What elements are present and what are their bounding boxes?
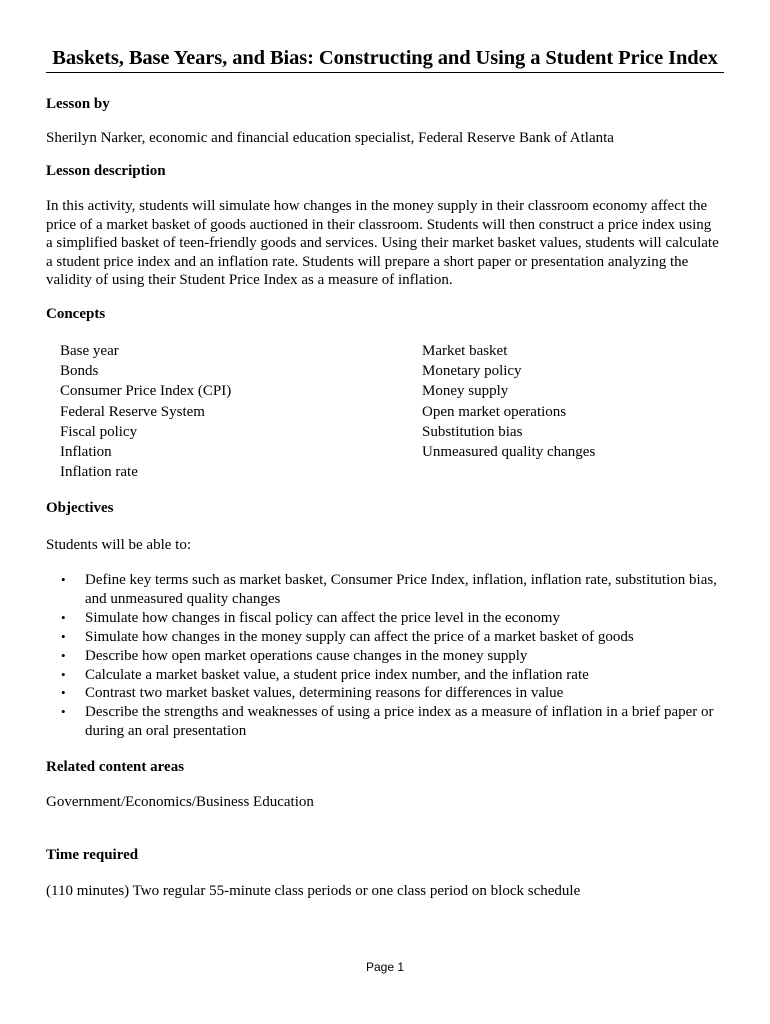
objective-item: • Simulate how changes in fiscal policy can affect the price level in the economy: [61, 609, 560, 626]
concept-item: Money supply: [422, 383, 509, 400]
page-number: Page 1: [365, 960, 405, 974]
bullet-icon: •: [61, 647, 66, 663]
lesson-description-line: price of a market basket of goods auctioned in their classroom. Students will then construct a price index using: [46, 216, 712, 233]
concept-item: Monetary policy: [422, 363, 522, 380]
concept-item: Substitution bias: [422, 423, 523, 440]
concept-item: Fiscal policy: [60, 423, 138, 440]
time-required-text: (110 minutes) Two regular 55-minute class periods or one class period on block schedule: [46, 883, 581, 899]
bullet-icon: •: [61, 685, 66, 701]
lesson-description-line: a simplified basket of teen-friendly goods and services. Using their market basket values, students will calculate: [46, 235, 719, 252]
objective-item: • Describe the strengths and weaknesses of using a price index as a measure of inflation in a brief paper or during an oral presentation: [61, 704, 714, 740]
concept-item: Market basket: [422, 343, 508, 359]
bullet-icon: •: [61, 666, 66, 682]
objectives-list: [46, 571, 736, 741]
concepts-heading: Concepts: [46, 306, 106, 322]
related-content-areas-heading: Related content areas: [46, 759, 185, 775]
lesson-by-heading: Lesson by: [46, 96, 110, 112]
objectives-intro: Students will be able to:: [46, 537, 191, 553]
concept-item: Inflation: [60, 444, 112, 461]
bullet-icon: •: [61, 609, 66, 625]
objective-item: • Contrast two market basket values, determining reasons for differences in value: [61, 685, 564, 702]
bullet-icon: •: [61, 572, 66, 587]
bullet-icon: •: [61, 628, 66, 644]
lesson-description-heading: Lesson description: [46, 163, 166, 179]
concepts-right-column: [422, 341, 595, 462]
concept-item: Open market operations: [422, 403, 567, 420]
related-content-areas-text: Government/Economics/Business Education: [46, 794, 314, 810]
objective-item: • Calculate a market basket value, a student price index number, and the inflation rate: [61, 666, 589, 683]
objectives-heading: Objectives: [46, 500, 114, 516]
lesson-description-line: In this activity, students will simulate how changes in the money supply in their classroom economy affect the: [46, 198, 708, 214]
time-required-heading: Time required: [46, 847, 139, 863]
concept-item: Unmeasured quality changes: [422, 444, 596, 461]
lesson-description-text: [46, 197, 719, 290]
concept-item: Consumer Price Index (CPI): [60, 383, 232, 400]
lesson-description-line: a student price index and an inflation rate. Students will prepare a short paper or presentation analyzing the: [46, 253, 689, 270]
objective-item: • Define key terms such as market basket, Consumer Price Index, inflation, inflation rate, substitution bias, and unmeasured quality changes: [61, 572, 717, 607]
concept-item: Federal Reserve System: [60, 403, 205, 420]
document-title: Baskets, Base Years, and Bias: Constructing and Using a Student Price Index: [52, 47, 718, 69]
bullet-icon: •: [61, 704, 66, 720]
title-underline: [46, 72, 724, 73]
objective-item: • Simulate how changes in the money supply can affect the price of a market basket of goods: [61, 628, 634, 645]
concept-item: Base year: [60, 343, 119, 359]
lesson-by-text: Sherilyn Narker, economic and financial education specialist, Federal Reserve Bank of Atlanta: [46, 130, 614, 146]
concept-item: Inflation rate: [60, 464, 138, 481]
objective-item: • Describe how open market operations cause changes in the money supply: [61, 647, 528, 664]
lesson-description-line: validity of using their Student Price Index as a measure of inflation.: [46, 272, 453, 289]
concepts-left-column: [60, 341, 231, 482]
concept-item: Bonds: [60, 363, 99, 380]
